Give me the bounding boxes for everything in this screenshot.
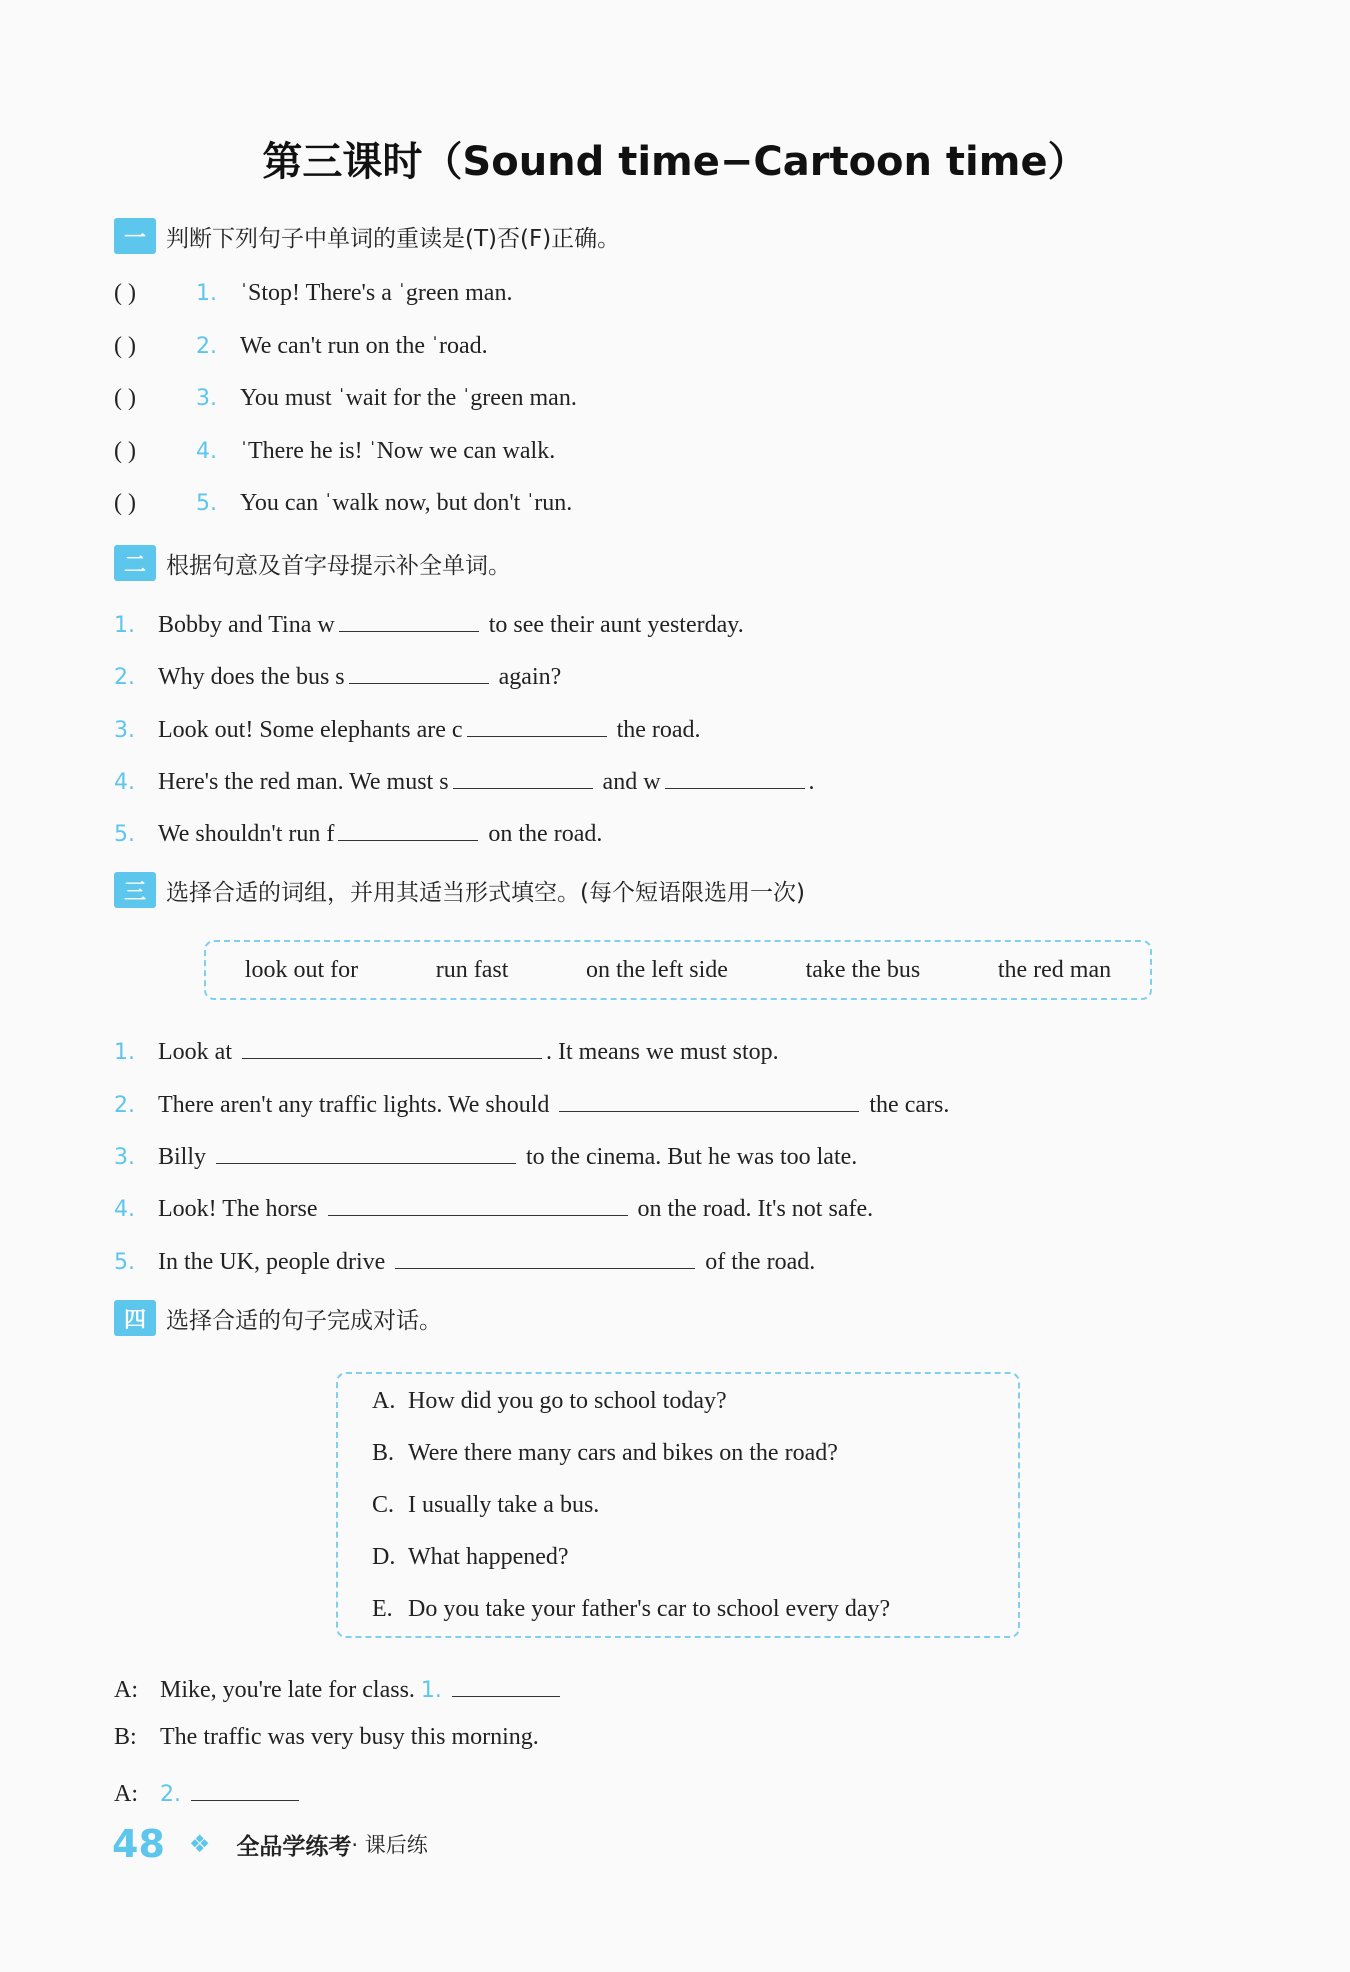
dialogue-line-2 (114, 1724, 539, 1751)
item-text: on the road. (488, 821, 603, 847)
item-text: on the road. It's not safe. (637, 1196, 874, 1222)
option-e (372, 1596, 890, 1623)
speaker-label: A: (114, 1781, 138, 1807)
item-number: 4. (114, 770, 135, 795)
s1-item-3 (114, 385, 577, 412)
answer-blank[interactable] (467, 712, 607, 737)
section-2-badge: 二 (114, 545, 156, 581)
page-title: 第三课时（Sound time−Cartoon time） (262, 139, 1088, 185)
option-letter: A. (372, 1388, 396, 1414)
item-text: You can ˈwalk now, but don't ˈrun. (240, 490, 573, 516)
item-number: 3. (196, 386, 217, 411)
option-letter: D. (372, 1544, 396, 1570)
s1-item-2 (114, 333, 488, 360)
blank-number: 2. (160, 1782, 181, 1807)
option-text: Were there many cars and bikes on the road? (408, 1440, 838, 1466)
item-number: 5. (114, 822, 135, 847)
section-1-badge: 一 (114, 218, 156, 254)
diamond-icon: ❖ (188, 1830, 211, 1858)
section-3-badge: 三 (114, 872, 156, 908)
item-number: 3. (114, 1145, 135, 1170)
answer-blank[interactable] (216, 1139, 516, 1164)
option-letter: B. (372, 1440, 395, 1466)
speaker-label: A: (114, 1677, 138, 1703)
phrase-option: the red man (997, 956, 1112, 983)
s2-item-5 (114, 816, 602, 848)
option-letter: E. (372, 1596, 393, 1622)
answer-blank[interactable] (665, 764, 805, 789)
item-text: the cars. (869, 1092, 950, 1118)
option-c (372, 1492, 599, 1519)
item-number: 2. (114, 665, 135, 690)
s1-item-5 (114, 490, 572, 517)
item-text: to see their aunt yesterday. (488, 612, 744, 638)
item-text: of the road. (705, 1249, 816, 1275)
item-text: Look at (158, 1039, 232, 1065)
item-text: to the cinema. But he was too late. (526, 1144, 858, 1170)
option-d (372, 1544, 569, 1571)
answer-blank[interactable] (452, 1672, 560, 1697)
dialogue-line-1 (114, 1672, 564, 1704)
item-number: 1. (114, 1040, 135, 1065)
phrase-bank (204, 940, 1152, 1000)
item-text: In the UK, people drive (158, 1249, 386, 1275)
s1-item-1 (114, 280, 512, 307)
phrase-option: run fast (435, 956, 509, 983)
s3-item-3 (114, 1139, 857, 1171)
answer-blank[interactable] (339, 607, 479, 632)
dialogue-text: The traffic was very busy this morning. (160, 1724, 539, 1750)
s3-item-4 (114, 1191, 873, 1223)
item-text: We can't run on the ˈroad. (240, 333, 488, 359)
option-letter: C. (372, 1492, 395, 1518)
item-text: Look! The horse (158, 1196, 318, 1222)
option-text: How did you go to school today? (408, 1388, 727, 1414)
answer-blank[interactable] (191, 1776, 299, 1801)
item-text: ˈThere he is! ˈNow we can walk. (240, 438, 556, 464)
s2-item-1 (114, 607, 744, 639)
answer-paren[interactable]: ( ) (114, 333, 136, 359)
sentence-options-box (336, 1372, 1020, 1638)
item-number: 1. (114, 613, 135, 638)
phrase-option: take the bus (805, 956, 921, 983)
item-text: and w (602, 769, 661, 795)
option-b (372, 1440, 838, 1467)
section-2-heading: 根据句意及首字母提示补全单词。 (166, 552, 511, 579)
item-text: again? (498, 664, 562, 690)
phrase-option: on the left side (586, 956, 728, 983)
item-text: Here's the red man. We must s (158, 769, 449, 795)
item-number: 2. (114, 1093, 135, 1118)
item-text: . It means we must stop. (545, 1039, 779, 1065)
answer-blank[interactable] (338, 816, 478, 841)
section-1-header (114, 218, 620, 254)
option-text: Do you take your father's car to school every day? (408, 1596, 891, 1622)
item-number: 4. (114, 1197, 135, 1222)
section-4-header (114, 1300, 442, 1336)
s1-item-4 (114, 438, 555, 465)
answer-paren[interactable]: ( ) (114, 280, 136, 306)
s2-item-2 (114, 659, 561, 691)
brand-subtitle: · 课后练 (351, 1833, 428, 1857)
s3-item-2 (114, 1087, 949, 1119)
item-text: the road. (616, 717, 701, 743)
answer-blank[interactable] (328, 1191, 628, 1216)
s2-item-3 (114, 712, 701, 744)
answer-blank[interactable] (395, 1244, 695, 1269)
answer-blank[interactable] (559, 1087, 859, 1112)
item-number: 5. (196, 491, 217, 516)
brand-name: 全品学练考 (236, 1833, 352, 1860)
option-a (372, 1388, 727, 1415)
answer-paren[interactable]: ( ) (114, 490, 136, 516)
item-number: 2. (196, 334, 217, 359)
page-footer (112, 1822, 428, 1866)
s3-item-5 (114, 1244, 815, 1276)
item-text: Why does the bus s (158, 664, 345, 690)
speaker-label: B: (114, 1724, 137, 1750)
item-text: You must ˈwait for the ˈgreen man. (240, 385, 577, 411)
section-4-heading: 选择合适的句子完成对话。 (166, 1307, 442, 1334)
item-text: . (808, 769, 815, 795)
item-number: 4. (196, 439, 217, 464)
option-text: I usually take a bus. (408, 1492, 600, 1518)
section-4-badge: 四 (114, 1300, 156, 1336)
option-text: What happened? (408, 1544, 569, 1570)
dialogue-line-3 (114, 1776, 303, 1808)
s2-item-4 (114, 764, 815, 796)
answer-blank[interactable] (453, 764, 593, 789)
item-text: There aren't any traffic lights. We should (158, 1092, 550, 1118)
item-text: Bobby and Tina w (158, 612, 335, 638)
answer-paren[interactable]: ( ) (114, 438, 136, 464)
blank-number: 1. (420, 1678, 442, 1703)
item-text: Look out! Some elephants are c (158, 717, 463, 743)
item-text: Billy (158, 1144, 207, 1170)
section-3-heading: 选择合适的词组，并用其适当形式填空。(每个短语限选用一次) (166, 879, 805, 906)
answer-paren[interactable]: ( ) (114, 385, 136, 411)
item-number: 5. (114, 1250, 135, 1275)
answer-blank[interactable] (242, 1034, 542, 1059)
page-number: 48 (112, 1822, 165, 1866)
item-number: 1. (196, 281, 217, 306)
item-text: ˈStop! There's a ˈgreen man. (240, 280, 513, 306)
answer-blank[interactable] (349, 659, 489, 684)
section-3-header (114, 872, 805, 908)
dialogue-text: Mike, you're late for class. (160, 1677, 415, 1703)
item-text: We shouldn't run f (158, 821, 335, 847)
s3-item-1 (114, 1034, 779, 1066)
phrase-option: look out for (244, 956, 359, 983)
section-2-header (114, 545, 511, 581)
item-number: 3. (114, 718, 135, 743)
section-1-heading: 判断下列句子中单词的重读是(T)否(F)正确。 (166, 225, 621, 252)
